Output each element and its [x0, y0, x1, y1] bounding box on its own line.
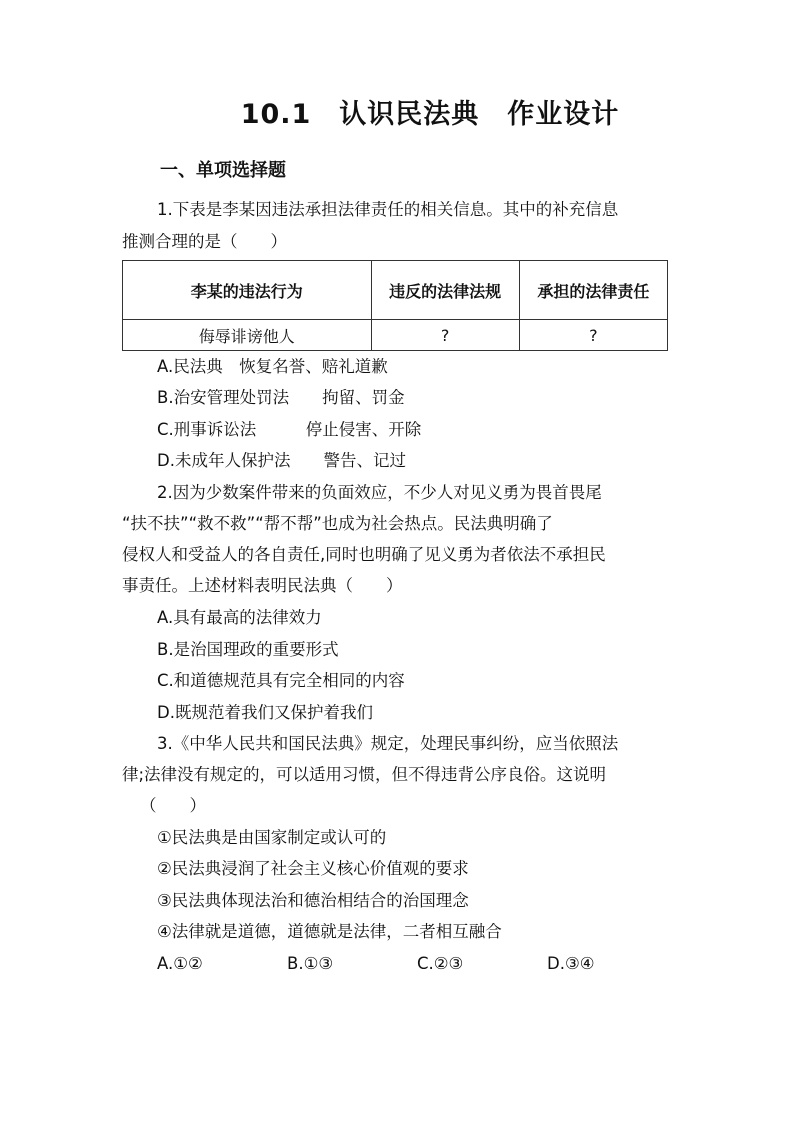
q1-option-b: B.治安管理处罚法 拘留、罚金: [157, 388, 405, 407]
q2-stem-line2: “扶不扶”“救不救”“帮不帮”也成为社会热点。民法典明确了: [122, 514, 553, 533]
table-header-cell: 李某的违法行为: [123, 261, 372, 320]
q2-stem-line4: 事责任。上述材料表明民法典（ ）: [122, 576, 403, 595]
table-cell: ?: [519, 320, 667, 351]
q3-option-a: A.①②: [157, 954, 203, 973]
q2-option-b: B.是治国理政的重要形式: [157, 640, 339, 659]
table-cell: ?: [371, 320, 519, 351]
q3-statement-1: ①民法典是由国家制定或认可的: [157, 828, 387, 847]
q3-option-c: C.②③: [417, 954, 464, 973]
document-title: 10.1 认识民法典 作业设计: [240, 99, 620, 130]
q3-statement-4: ④法律就是道德，道德就是法律，二者相互融合: [157, 922, 502, 941]
q3-stem-line3: （ ）: [140, 796, 206, 815]
q1-info-table: [122, 260, 668, 351]
q1-option-c: C.刑事诉讼法 停止侵害、开除: [157, 420, 422, 439]
q1-stem-line1: 1.下表是李某因违法承担法律责任的相关信息。其中的补充信息: [157, 200, 619, 219]
q3-stem-line1: 3.《中华人民共和国民法典》规定，处理民事纠纷，应当依照法: [157, 734, 619, 753]
table-cell: 侮辱诽谤他人: [123, 320, 372, 351]
q3-statement-3: ③民法典体现法治和德治相结合的治国理念: [157, 891, 469, 910]
table-row: [123, 320, 668, 351]
q3-stem-line2: 律;法律没有规定的，可以适用习惯，但不得违背公序良俗。这说明: [122, 765, 607, 784]
q3-options: [157, 953, 677, 975]
section-heading: 一、单项选择题: [160, 160, 286, 181]
q3-option-d: D.③④: [547, 954, 595, 973]
table-header-cell: 承担的法律责任: [519, 261, 667, 320]
q1-option-a: A.民法典 恢复名誉、赔礼道歉: [157, 357, 388, 376]
q1-option-d: D.未成年人保护法 警告、记过: [157, 451, 406, 470]
q2-option-a: A.具有最高的法律效力: [157, 608, 322, 627]
q2-option-d: D.既规范着我们又保护着我们: [157, 703, 373, 722]
q2-stem-line3: 侵权人和受益人的各自责任,同时也明确了见义勇为者依法不承担民: [122, 545, 606, 564]
q3-statement-2: ②民法典浸润了社会主义核心价值观的要求: [157, 859, 469, 878]
q3-option-b: B.①③: [287, 954, 334, 973]
q2-option-c: C.和道德规范具有完全相同的内容: [157, 671, 405, 690]
table-header-cell: 违反的法律法规: [371, 261, 519, 320]
q1-stem-line2: 推测合理的是（ ）: [122, 232, 287, 251]
q2-stem-line1: 2.因为少数案件带来的负面效应，不少人对见义勇为畏首畏尾: [157, 483, 602, 502]
table-header-row: [123, 261, 668, 320]
